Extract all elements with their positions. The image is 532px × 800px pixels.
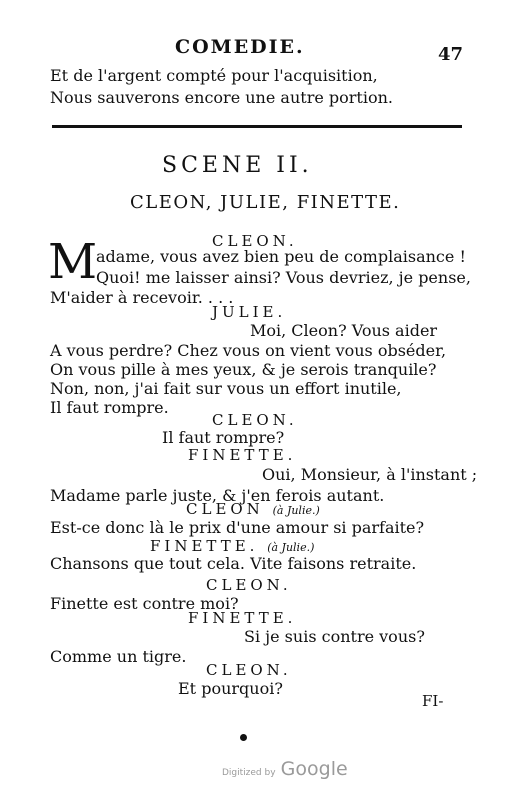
credit-prefix: Digitized by (222, 768, 276, 778)
speaker-label: FINETTE. (150, 537, 259, 555)
verse-line: Il faut rompre. (50, 398, 169, 417)
digitized-by-google-credit (222, 758, 348, 780)
verse-line: Nous sauverons encore une autre portion. (50, 88, 393, 107)
ink-dot (240, 734, 247, 741)
running-title: COMEDIE. (175, 36, 305, 58)
verse-line: Est-ce donc là le prix d'une amour si parfaite? (50, 518, 425, 537)
speaker-name: FINETTE. (188, 446, 297, 464)
horizontal-rule (52, 125, 462, 128)
verse-line: Finette est contre moi? (50, 594, 239, 613)
scene-title: SCENE II. (162, 153, 313, 178)
verse-line: Si je suis contre vous? (244, 627, 425, 646)
stage-direction: (à Julie.) (272, 504, 320, 517)
verse-line: Chansons que tout cela. Vite faisons retraite. (50, 554, 417, 573)
speaker-label: CLEON (186, 500, 264, 518)
speaker-name: CLEON. (206, 576, 292, 594)
google-wordmark: Google (280, 758, 348, 780)
verse-line: Oui, Monsieur, à l'instant ; (262, 465, 478, 484)
verse-line: A vous perdre? Chez vous on vient vous obséder, (50, 341, 447, 360)
speaker-name: CLEON. (212, 232, 298, 250)
verse-line: Et de l'argent compté pour l'acquisition, (50, 66, 378, 85)
speaker-name: JULIE. (212, 303, 287, 321)
speaker-name (186, 500, 320, 518)
speaker-name: CLEON. (212, 411, 298, 429)
drop-cap: M (48, 234, 98, 290)
verse-line: M'aider à recevoir. . . . (50, 288, 234, 307)
verse-line: Non, non, j'ai fait sur vous un effort inutile, (50, 379, 402, 398)
verse-line: Et pourquoi? (178, 679, 283, 698)
catchword: FI- (422, 692, 444, 710)
stage-direction: (à Julie.) (267, 541, 315, 554)
verse-line: Comme un tigre. (50, 647, 187, 666)
verse-line: Il faut rompre? (162, 428, 285, 447)
page-number: 47 (438, 44, 464, 65)
speaker-name: FINETTE. (188, 609, 297, 627)
verse-line: On vous pille à mes yeux, & je serois tranquile? (50, 360, 437, 379)
verse-line: Quoi! me laisser ainsi? Vous devriez, je pense, (96, 268, 471, 287)
speaker-name: CLEON. (206, 661, 292, 679)
scene-characters: CLEON, JULIE, FINETTE. (130, 192, 401, 213)
verse-line: adame, vous avez bien peu de complaisance ! (96, 247, 466, 266)
verse-line: Moi, Cleon? Vous aider (250, 321, 438, 340)
verse-line: Madame parle juste, & j'en ferois autant. (50, 486, 385, 505)
speaker-name (150, 537, 314, 555)
